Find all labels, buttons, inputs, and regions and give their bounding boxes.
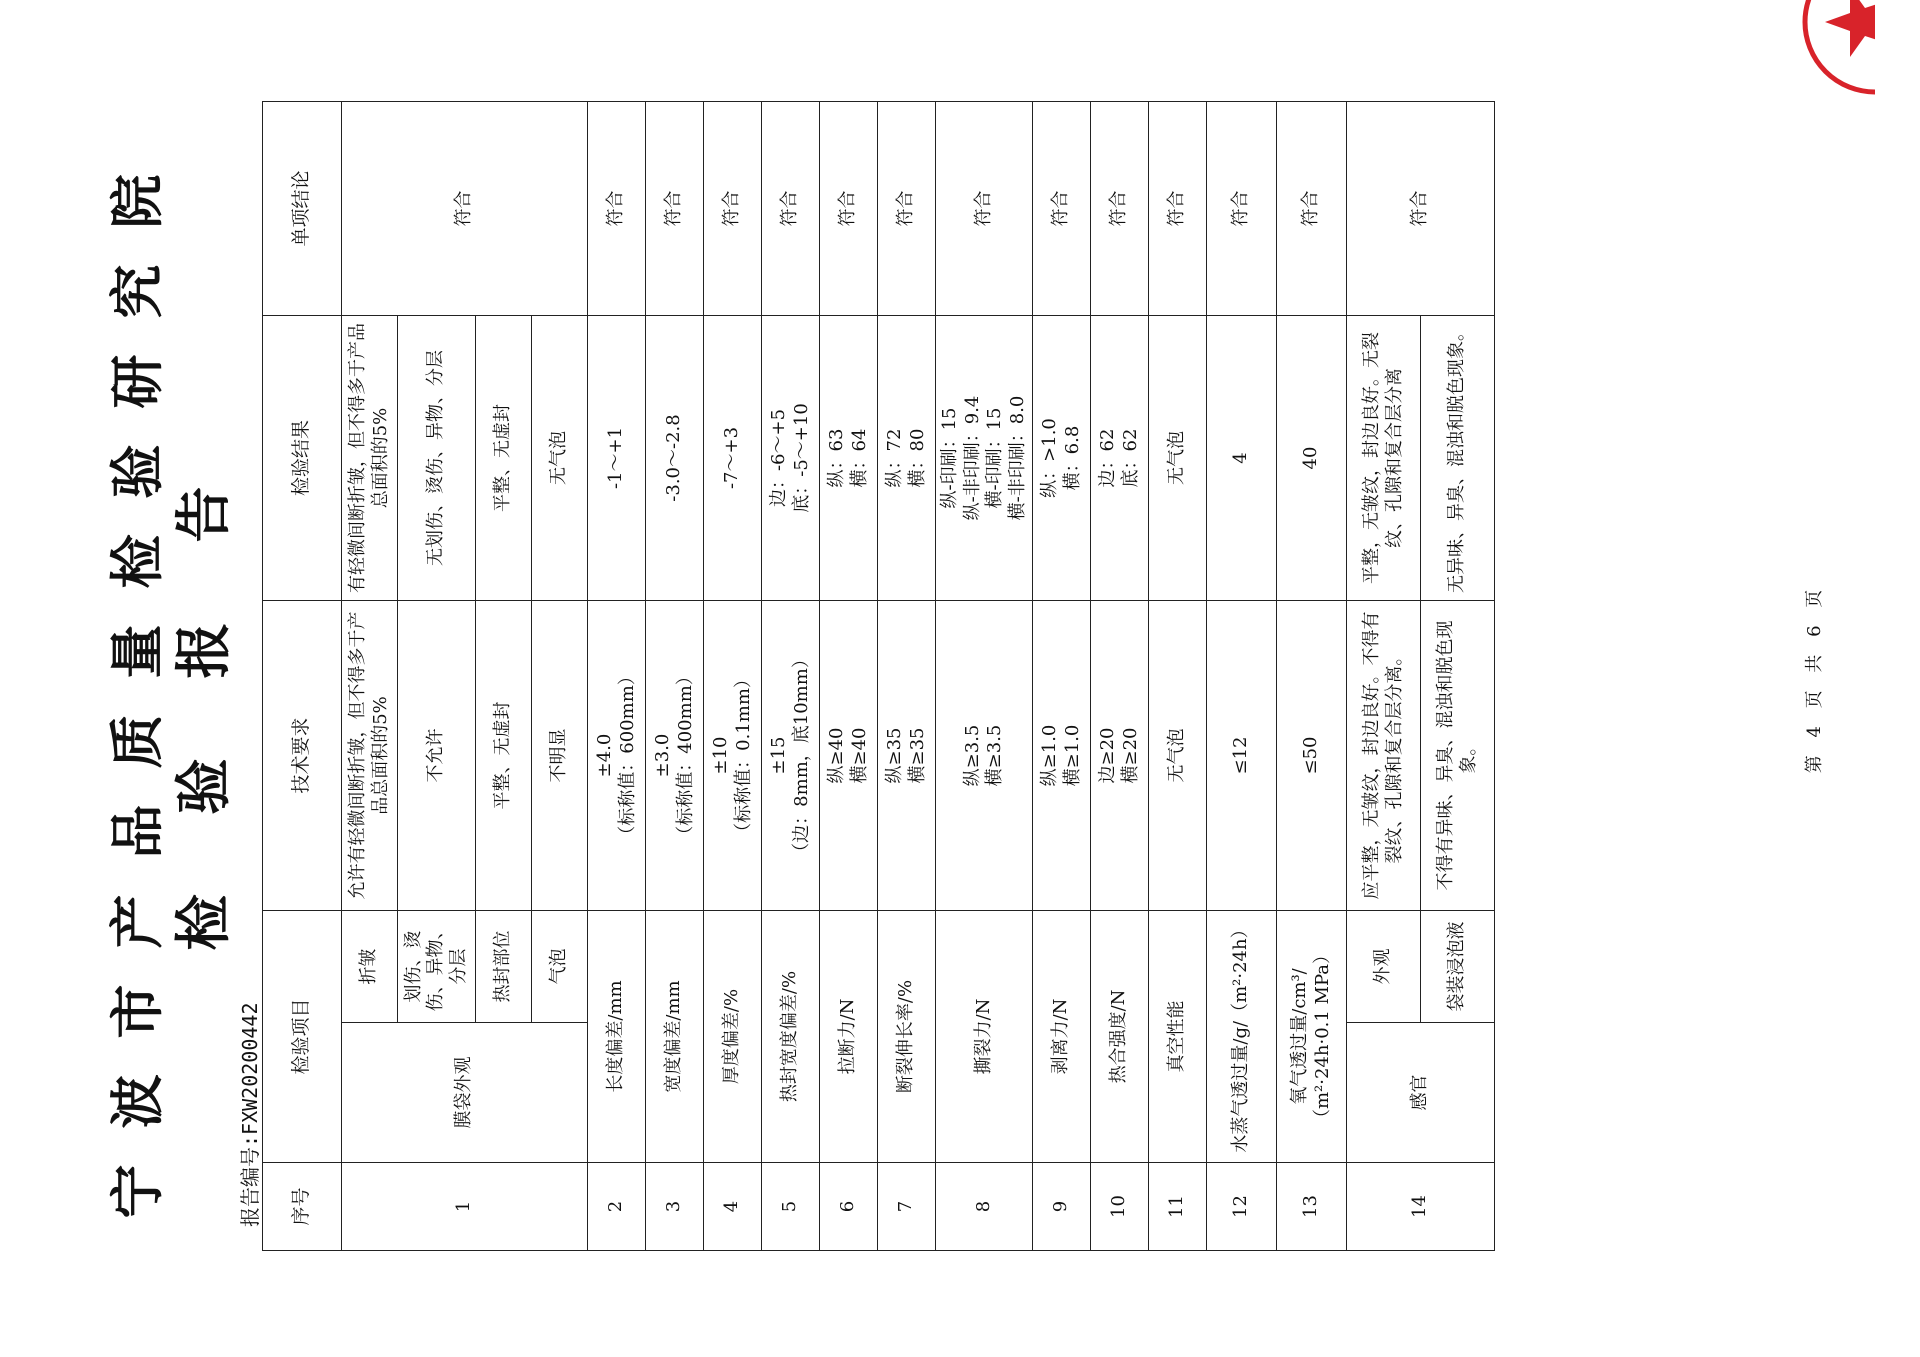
- requirement-cell: ≤50: [1277, 600, 1347, 910]
- requirement-cell: 无气泡: [1149, 600, 1207, 910]
- table-row: [762, 101, 820, 1250]
- result-cell: 有轻微间断折皱，但不得多于产品总面积的5%: [342, 315, 398, 600]
- conclusion-cell: 符合: [1091, 101, 1149, 315]
- table-row: [1207, 101, 1277, 1250]
- row-number: 2: [588, 1163, 646, 1251]
- row-number: 8: [936, 1163, 1033, 1251]
- sub-item-name: 气泡: [532, 910, 588, 1022]
- requirement-cell: 纵≥40 横≥40: [820, 600, 878, 910]
- table-row: [820, 101, 878, 1250]
- requirement-cell: ±10 （标称值：0.1mm）: [704, 600, 762, 910]
- result-cell: 纵：>1.0 横：6.8: [1033, 315, 1091, 600]
- table-row: [646, 101, 704, 1250]
- report-number: 报告编号:FXW20200442: [238, 1002, 262, 1227]
- requirement-cell: 纵≥1.0 横≥1.0: [1033, 600, 1091, 910]
- table-row: [1149, 101, 1207, 1250]
- row-number: 9: [1033, 1163, 1091, 1251]
- column-header-item: 检验项目: [263, 910, 342, 1162]
- result-cell: 无气泡: [1149, 315, 1207, 600]
- result-cell: 纵-印刷：15 纵-非印刷：9.4 横-印刷：15 横-非印刷：8.0: [936, 315, 1033, 600]
- conclusion-cell: 符合: [878, 101, 936, 315]
- document-subtitle: 检验报告: [171, 406, 237, 951]
- row-number: 11: [1149, 1163, 1207, 1251]
- requirement-cell: ±3.0 （标称值：400mm）: [646, 600, 704, 910]
- requirement-cell: ≤12: [1207, 600, 1277, 910]
- requirement-cell: 平整、无虚封: [476, 600, 532, 910]
- table-row: [1033, 101, 1091, 1250]
- result-cell: 边：62 底：62: [1091, 315, 1149, 600]
- result-cell: 40: [1277, 315, 1347, 600]
- row-number: 1: [342, 1163, 588, 1251]
- item-name: 厚度偏差/%: [704, 910, 762, 1162]
- item-name: 真空性能: [1149, 910, 1207, 1162]
- table-row: [878, 101, 936, 1250]
- result-cell: -7～+3: [704, 315, 762, 600]
- table-row: [1091, 101, 1149, 1250]
- column-header-requirement: 技术要求: [263, 600, 342, 910]
- requirement-cell: 应平整，无皱纹，封边良好。不得有裂纹、孔隙和复合层分离。: [1347, 600, 1421, 910]
- result-cell: 无气泡: [532, 315, 588, 600]
- conclusion-cell: 符合: [1277, 101, 1347, 315]
- item-name: 热封宽度偏差/%: [762, 910, 820, 1162]
- document-title: 宁波市产品质量检验研究院: [105, 138, 169, 1219]
- conclusion-cell: 符合: [1347, 101, 1495, 315]
- row-number: 10: [1091, 1163, 1149, 1251]
- item-name: 水蒸气透过量/g/（m²·24h）: [1207, 910, 1277, 1162]
- result-cell: 4: [1207, 315, 1277, 600]
- row-number: 14: [1347, 1163, 1495, 1251]
- conclusion-cell: 符合: [1207, 101, 1277, 315]
- table-row: [342, 101, 398, 1250]
- requirement-cell: 纵≥3.5 横≥3.5: [936, 600, 1033, 910]
- item-name: 撕裂力/N: [936, 910, 1033, 1162]
- sub-item-name: 外观: [1347, 910, 1421, 1022]
- column-header-serial: 序号: [263, 1163, 342, 1251]
- result-cell: 平整、无虚封: [476, 315, 532, 600]
- item-name: 膜袋外观: [342, 1023, 588, 1163]
- table-row: [1277, 101, 1347, 1250]
- conclusion-cell: 符合: [704, 101, 762, 315]
- result-cell: -1～+1: [588, 315, 646, 600]
- table-row: [936, 101, 1033, 1250]
- table-row: [704, 101, 762, 1250]
- sub-item-name: 划伤、烫伤、异物、分层: [398, 910, 476, 1022]
- requirement-cell: 允许有轻微间断折皱，但不得多于产品总面积的5%: [342, 600, 398, 910]
- result-cell: 纵：72 横：80: [878, 315, 936, 600]
- result-cell: 平整，无皱纹，封边良好。无裂纹、孔隙和复合层分离: [1347, 315, 1421, 600]
- row-number: 3: [646, 1163, 704, 1251]
- row-number: 6: [820, 1163, 878, 1251]
- inspection-table: [262, 101, 1495, 1251]
- requirement-cell: 边≥20 横≥20: [1091, 600, 1149, 910]
- row-number: 5: [762, 1163, 820, 1251]
- conclusion-cell: 符合: [820, 101, 878, 315]
- item-name: 宽度偏差/mm: [646, 910, 704, 1162]
- item-name: 断裂伸长率/%: [878, 910, 936, 1162]
- result-cell: 纵：63 横：64: [820, 315, 878, 600]
- item-name: 感官: [1347, 1023, 1495, 1163]
- requirement-cell: 不允许: [398, 600, 476, 910]
- column-header-result: 检验结果: [263, 315, 342, 600]
- row-number: 4: [704, 1163, 762, 1251]
- page-footer: 第 4 页 共 6 页: [1804, 583, 1825, 774]
- conclusion-cell: 符合: [936, 101, 1033, 315]
- sub-item-name: 袋装浸泡液: [1421, 910, 1495, 1022]
- conclusion-cell: 符合: [1149, 101, 1207, 315]
- table-row: [1347, 101, 1421, 1250]
- row-number: 7: [878, 1163, 936, 1251]
- requirement-cell: ±4.0 （标称值：600mm）: [588, 600, 646, 910]
- row-number: 13: [1277, 1163, 1347, 1251]
- conclusion-cell: 符合: [588, 101, 646, 315]
- conclusion-cell: 符合: [342, 101, 588, 315]
- item-name: 剥离力/N: [1033, 910, 1091, 1162]
- result-cell: 无异味、异臭、混浊和脱色现象。: [1421, 315, 1495, 600]
- row-number: 12: [1207, 1163, 1277, 1251]
- result-cell: 无划伤、烫伤、异物、分层: [398, 315, 476, 600]
- inspection-table-body: [263, 101, 1495, 1250]
- conclusion-cell: 符合: [1033, 101, 1091, 315]
- requirement-cell: 不明显: [532, 600, 588, 910]
- item-name: 长度偏差/mm: [588, 910, 646, 1162]
- requirement-cell: 纵≥35 横≥35: [878, 600, 936, 910]
- sub-item-name: 热封部位: [476, 910, 532, 1022]
- table-row: [588, 101, 646, 1250]
- conclusion-cell: 符合: [762, 101, 820, 315]
- item-name: 热合强度/N: [1091, 910, 1149, 1162]
- sub-item-name: 折皱: [342, 910, 398, 1022]
- requirement-cell: 不得有异味、异臭、混浊和脱色现象。: [1421, 600, 1495, 910]
- result-cell: 边：-6～+5 底：-5～+10: [762, 315, 820, 600]
- column-header-conclusion: 单项结论: [263, 101, 342, 315]
- conclusion-cell: 符合: [646, 101, 704, 315]
- official-seal-stamp: [1795, 0, 1875, 1357]
- result-cell: -3.0～-2.8: [646, 315, 704, 600]
- requirement-cell: ±15 （边：8mm，底10mm）: [762, 600, 820, 910]
- table-header-row: [263, 101, 342, 1250]
- item-name: 氧气透过量/cm³/（m²·24h·0.1 MPa）: [1277, 910, 1347, 1162]
- item-name: 拉断力/N: [820, 910, 878, 1162]
